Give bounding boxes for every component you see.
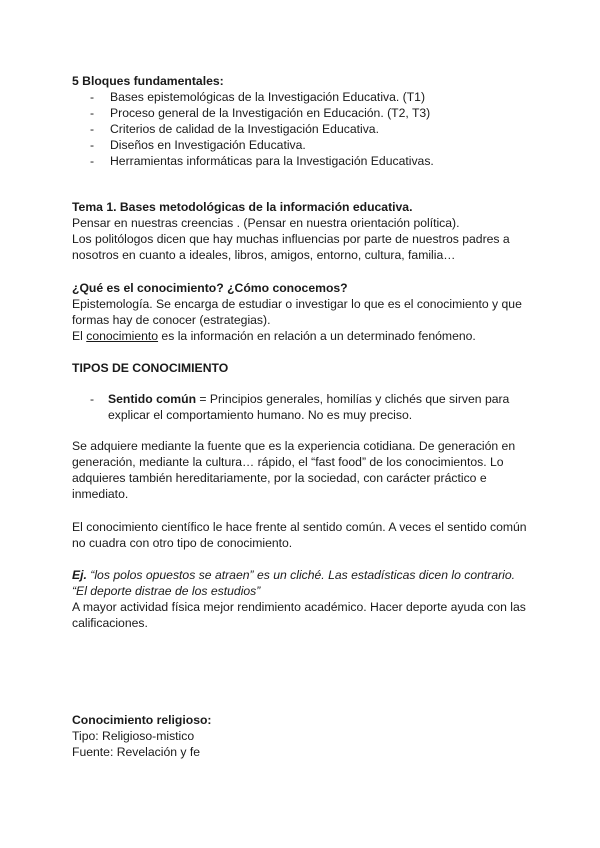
conocimiento-term: conocimiento bbox=[86, 329, 159, 343]
list-item: - Bases epistemológicas de la Investigación Educativa. (T1) bbox=[72, 89, 542, 105]
conocimiento-heading: ¿Qué es el conocimiento? ¿Cómo conocemos? bbox=[72, 281, 348, 295]
conocimiento-line: formas hay de conocer (estrategias). bbox=[72, 313, 271, 327]
religioso-heading: Conocimiento religioso: bbox=[72, 713, 212, 727]
paragraph-line: generación, mediante la cultura… rápido, el “fast food” de los conocimientos. Lo bbox=[72, 455, 504, 469]
list-item: - Criterios de calidad de la Investigación Educativa. bbox=[72, 121, 542, 137]
bloques-list bbox=[72, 89, 542, 169]
definition-prefix: El bbox=[72, 329, 87, 343]
list-item: - Diseños en Investigación Educativa. bbox=[72, 137, 542, 153]
sentido-comun-line bbox=[90, 391, 550, 407]
sentido-comun-label: Sentido común bbox=[108, 392, 197, 406]
list-item: - Herramientas informáticas para la Investigación Educativas. bbox=[72, 153, 542, 169]
paragraph-line: El conocimiento científico le hace frente al sentido común. A veces el sentido común bbox=[72, 520, 527, 534]
tema1-section bbox=[72, 199, 542, 263]
religioso-fuente: Fuente: Revelación y fe bbox=[72, 745, 201, 759]
paragraph-experiencia bbox=[72, 438, 542, 502]
ejemplo-line: calificaciones. bbox=[72, 616, 148, 630]
paragraph-line: inmediato. bbox=[72, 487, 129, 501]
tema1-line: nosotros en cuanto a ideales, libros, amigos, entorno, cultura, familia… bbox=[72, 248, 456, 262]
paragraph-cientifico bbox=[72, 519, 542, 551]
bloques-section bbox=[72, 73, 542, 169]
paragraph-line: Se adquiere mediante la fuente que es la experiencia cotidiana. De generación en bbox=[72, 439, 516, 453]
tema1-line: Pensar en nuestras creencias . (Pensar en nuestra orientación política). bbox=[72, 216, 460, 230]
paragraph-line: adquieres también hereditariamente, por la sociedad, con carácter práctico e bbox=[72, 471, 487, 485]
list-item: - Proceso general de la Investigación en Educación. (T2, T3) bbox=[72, 105, 542, 121]
ejemplo-line bbox=[72, 567, 542, 583]
tema1-line: Los politólogos dicen que hay muchas influencias por parte de nuestros padres a bbox=[72, 232, 510, 246]
ejemplo-section bbox=[72, 567, 542, 631]
ejemplo-quote: “El deporte distrae de los estudios” bbox=[72, 584, 261, 598]
sentido-comun-item bbox=[90, 391, 550, 423]
ejemplo-line: A mayor actividad física mejor rendimiento académico. Hacer deporte ayuda con las bbox=[72, 600, 526, 614]
tipos-heading-block bbox=[72, 360, 542, 376]
ejemplo-text: “los polos opuestos se atraen” es un cliché. Las estadísticas dicen lo contrario. bbox=[86, 568, 516, 582]
sentido-comun-text: = Principios generales, homilías y clichés que sirven para bbox=[196, 392, 510, 406]
bullet-dash: - bbox=[90, 392, 95, 406]
sentido-comun-line: explicar el comportamiento humano. No es muy preciso. bbox=[108, 408, 413, 422]
religioso-tipo: Tipo: Religioso-mistico bbox=[72, 729, 195, 743]
conocimiento-section bbox=[72, 280, 542, 344]
religioso-section bbox=[72, 712, 542, 760]
tema1-heading: Tema 1. Bases metodológicas de la información educativa. bbox=[72, 200, 413, 214]
paragraph-line: no cuadra con otro tipo de conocimiento. bbox=[72, 536, 293, 550]
ejemplo-label: Ej. bbox=[72, 568, 87, 582]
conocimiento-line: Epistemología. Se encarga de estudiar o investigar lo que es el conocimiento y que bbox=[72, 297, 522, 311]
tipos-heading: TIPOS DE CONOCIMIENTO bbox=[72, 361, 229, 375]
conocimiento-definition bbox=[72, 328, 542, 344]
definition-suffix: es la información en relación a un determinado fenómeno. bbox=[158, 329, 476, 343]
bloques-heading: 5 Bloques fundamentales: bbox=[72, 74, 224, 88]
